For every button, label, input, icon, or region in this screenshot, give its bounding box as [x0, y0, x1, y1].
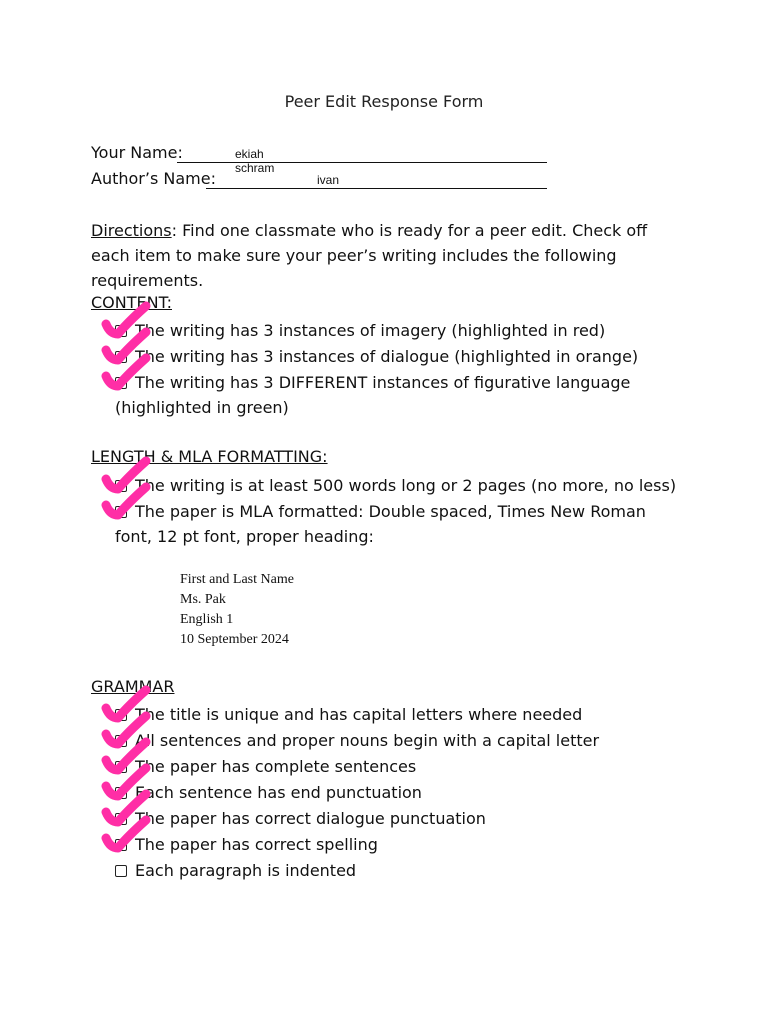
author-name-field[interactable]	[206, 170, 547, 189]
length-heading: LENGTH & MLA FORMATTING:	[91, 447, 328, 466]
checkbox[interactable]	[115, 839, 127, 851]
checkbox[interactable]	[115, 377, 127, 389]
length-item-2[interactable]: The paper is MLA formatted: Double spaced, Times New Roman font, 12 pt font, proper heading:	[115, 502, 646, 546]
mla-line-3: English 1	[180, 612, 234, 627]
author-name-row	[91, 169, 340, 188]
mla-line-1: First and Last Name	[180, 572, 294, 587]
grammar-item-4[interactable]: Each sentence has end punctuation	[115, 780, 685, 805]
grammar-item-7[interactable]: Each paragraph is indented	[115, 858, 685, 883]
checkbox[interactable]	[115, 787, 127, 799]
checkbox[interactable]	[115, 480, 127, 492]
checkbox[interactable]	[115, 735, 127, 747]
author-name-label: Author’s Name:	[91, 169, 216, 188]
mla-line-2: Ms. Pak	[180, 592, 226, 607]
page-title: Peer Edit Response Form	[284, 92, 484, 111]
checkbox[interactable]	[115, 325, 127, 337]
grammar-item-1[interactable]: The title is unique and has capital letters where needed	[115, 702, 685, 727]
content-item-2[interactable]: The writing has 3 instances of dialogue (highlighted in orange)	[115, 344, 685, 369]
checkbox[interactable]	[115, 865, 127, 877]
length-item-1[interactable]: The writing is at least 500 words long or 2 pages (no more, no less)	[115, 473, 685, 498]
your-name-label: Your Name:	[91, 143, 183, 162]
directions-text: : Find one classmate who is ready for a peer edit. Check off each item to make sure your peer’s writing includes the following requirements.	[91, 221, 648, 290]
your-name-field[interactable]	[177, 144, 547, 163]
checkbox[interactable]	[115, 709, 127, 721]
content-heading: CONTENT:	[91, 293, 172, 312]
content-item-3[interactable]: The writing has 3 DIFFERENT instances of figurative language (highlighted in green)	[115, 373, 631, 417]
checkbox[interactable]	[115, 506, 127, 518]
grammar-item-2[interactable]: All sentences and proper nouns begin with a capital letter	[115, 728, 685, 753]
grammar-item-3[interactable]: The paper has complete sentences	[115, 754, 685, 779]
grammar-heading: GRAMMAR	[91, 677, 175, 696]
your-name-value: ekiah schram	[235, 147, 275, 175]
grammar-item-6[interactable]: The paper has correct spelling	[115, 832, 685, 857]
checkbox[interactable]	[115, 351, 127, 363]
checkbox[interactable]	[115, 813, 127, 825]
grammar-item-5[interactable]: The paper has correct dialogue punctuation	[115, 806, 685, 831]
directions-label: Directions	[91, 221, 172, 240]
mla-line-4: 10 September 2024	[180, 632, 289, 647]
content-item-1[interactable]: The writing has 3 instances of imagery (highlighted in red)	[115, 318, 685, 343]
mla-heading-example	[180, 570, 294, 650]
your-name-row	[91, 143, 275, 175]
author-name-value: ivan	[317, 173, 340, 187]
directions	[91, 218, 681, 293]
checkbox[interactable]	[115, 761, 127, 773]
